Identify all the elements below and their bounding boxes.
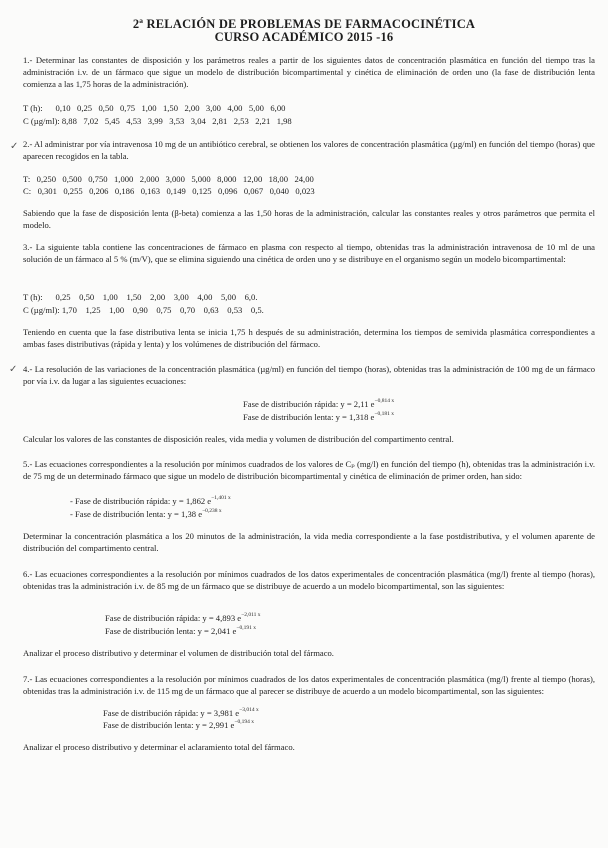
problem-4-question: Calcular los valores de las constantes de disposición reales, vida media y volumen de distribución del compartimento central. <box>23 434 454 444</box>
problem-4-equation-fast: Fase de distribución rápida: y = 2,11 $e^{-0,814 x}$ <box>243 398 395 409</box>
problem-5-question: Determinar la concentración plasmática a los 20 minutos de la administración, la vida media correspondiente a la fase postdistributiva, y el volumen aparente de distribución del compartimento central. <box>23 531 595 554</box>
problem-1-conc-row: C (µg/ml): 8,88 7,02 5,45 4,53 3,99 3,53 3,04 2,81 2,53 2,21 1,98 <box>23 116 292 126</box>
check-mark-icon: ✓ <box>10 141 19 152</box>
problem-7-equation-slow: Fase de distribución lenta: y = 2,991 $e^{-0,194 x}$ <box>103 719 254 730</box>
check-mark-icon: ✓ <box>9 364 18 375</box>
problem-3-question: Teniendo en cuenta que la fase distributiva lenta se inicia 1,75 h después de su administración, determina los tiempos de semivida plasmática correspondientes a ambas fases distributivas (rápida y lenta) y los volúmenes de distribución del fármaco. <box>23 327 595 350</box>
document-title: 2ª RELACIÓN DE PROBLEMAS DE FARMACOCINÉTICA <box>132 17 476 31</box>
problem-5-equation-fast: - Fase de distribución rápida: y = 1,862 $e^{-1,401 x}$ <box>70 495 231 506</box>
problem-3-conc-row: C (µg/ml): 1,70 1,25 1,00 0,90 0,75 0,70 0,63 0,53 0,5. <box>23 305 264 315</box>
problem-2-statement: 2.- Al administrar por vía intravenosa 10 mg de un antibiótico cerebral, se obtienen los valores de concentración plasmática (µg/ml) en función del tiempo (horas) que aparecen recogidos en la tabla. <box>23 139 595 162</box>
problem-5-equation-slow: - Fase de distribución lenta: y = 1,38 $e^{-0,238 x}$ <box>70 508 222 519</box>
problem-2-conc-row: C: 0,301 0,255 0,206 0,186 0,163 0,149 0,125 0,096 0,067 0,040 0,023 <box>23 186 315 196</box>
problem-6-equation-fast: Fase de distribución rápida: y = 4,893 $e^{-2,011 x}$ <box>105 612 261 623</box>
problem-5-statement: 5.- Las ecuaciones correspondientes a la resolución por mínimos cuadrados de los valores de Cₚ (mg/l) en función del tiempo (h), obtenidas tras la administración i.v. de 75 mg de un determinado fármaco que sigue un modelo de distribución bicompartimental y cinética de eliminación de primer orden, han sido: <box>23 459 595 482</box>
problem-2-question: Sabiendo que la fase de disposición lenta (β-beta) comienza a las 1,50 horas de la administración, calcular las constantes reales y otros parámetros que permita el modelo. <box>23 208 595 231</box>
problem-7-statement: 7.- Las ecuaciones correspondientes a la resolución por mínimos cuadrados de los datos experimentales de concentración plasmática (mg/l) frente al tiempo (horas), obtenidas tras la administración i.v. de 115 mg de un fármaco que al parecer se distribuye de acuerdo a un modelo bicompartimental, son las siguientes: <box>23 674 595 697</box>
problem-7-equation-fast: Fase de distribución rápida: y = 3,981 $e^{-3,014 x}$ <box>103 707 259 718</box>
problem-4-equation-slow: Fase de distribución lenta: y = 1,318 $e^{-0,181 x}$ <box>243 411 394 422</box>
problem-6-statement: 6.- Las ecuaciones correspondientes a la resolución por mínimos cuadrados de los datos experimentales de concentración plasmática (mg/l) frente al tiempo (horas), obtenidas tras la administración i.v. de 85 mg de un fármaco que se distribuye de acuerdo a un modelo bicompartimental, son las siguientes: <box>23 569 595 592</box>
problem-1-time-row: T (h): 0,10 0,25 0,50 0,75 1,00 1,50 2,00 3,00 4,00 5,00 6,00 <box>23 103 286 113</box>
problem-1-statement: 1.- Determinar las constantes de disposición y los parámetros reales a partir de los siguientes datos de concentración plasmática en función del tiempo tras la administración i.v. de un fármaco que sigue un modelo de distribución bicompartimental y cinética de eliminación de orden uno (la fase de distribución lenta comienza a las 1,75 horas de la administración). <box>23 55 595 90</box>
problem-3-statement: 3.- La siguiente tabla contiene las concentraciones de fármaco en plasma con respecto al tiempo, obtenidas tras la administración intravenosa de 10 ml de una solución de un fármaco al 5 % (m/V), que se elimina siguiendo una cinética de orden uno y se distribuye en el organismo según un modelo bicompartimental: <box>23 242 595 265</box>
problem-6-question: Analizar el proceso distributivo y determinar el volumen de distribución total del fármaco. <box>23 648 334 658</box>
problem-7-question: Analizar el proceso distributivo y determinar el aclaramiento total del fármaco. <box>23 742 295 752</box>
problem-3-time-row: T (h): 0,25 0,50 1,00 1,50 2,00 3,00 4,00 5,00 6,0. <box>23 292 258 302</box>
problem-2-time-row: T: 0,250 0,500 0,750 1,000 2,000 3,000 5,000 8,000 12,00 18,00 24,00 <box>23 174 314 184</box>
problem-6-equation-slow: Fase de distribución lenta: y = 2,041 $e^{-0,191 x}$ <box>105 625 256 636</box>
problem-4-statement: 4.- La resolución de las variaciones de la concentración plasmática (µg/ml) en función del tiempo (horas), obtenidas tras la administración de 100 mg de un fármaco por vía i.v. da lugar a las siguientes ecuaciones: <box>23 364 595 387</box>
course-year: CURSO ACADÉMICO 2015 -16 <box>214 30 394 44</box>
